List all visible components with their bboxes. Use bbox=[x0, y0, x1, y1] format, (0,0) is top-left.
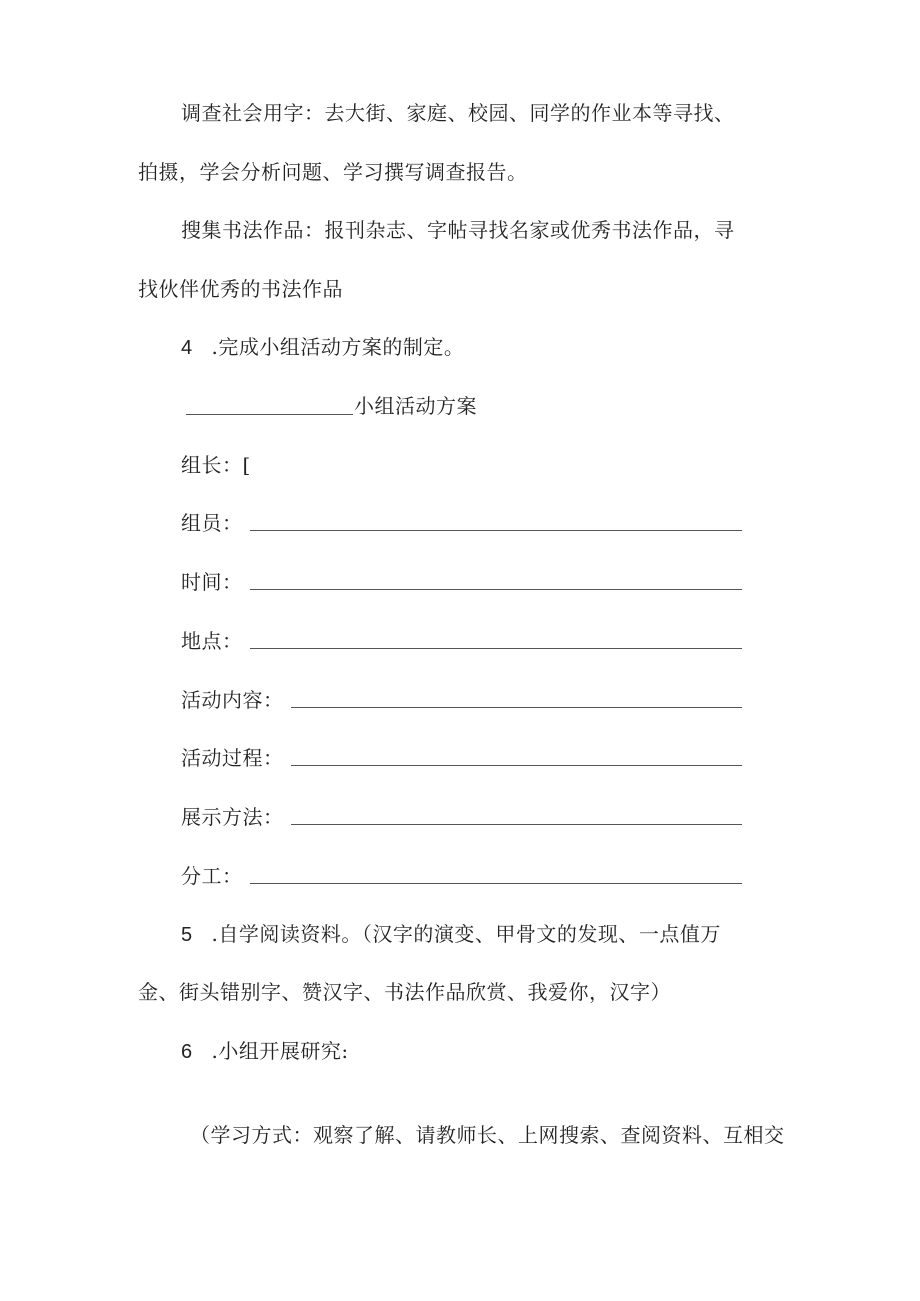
list-item-4-text: .完成小组活动方案的制定。 bbox=[211, 335, 465, 359]
list-item-6-number: 6 bbox=[181, 1041, 193, 1063]
place-blank bbox=[250, 648, 742, 649]
members-blank bbox=[250, 530, 742, 531]
display-blank bbox=[291, 824, 742, 825]
list-item-4 bbox=[181, 333, 464, 362]
time-blank bbox=[250, 589, 742, 590]
display-label: 展示方法： bbox=[181, 805, 284, 829]
list-item-4-number: 4 bbox=[181, 337, 193, 359]
plan-name-blank bbox=[186, 414, 353, 415]
list-item-5-text: .自学阅读资料。（汉字的演变、甲骨文的发现、一点值万 bbox=[211, 922, 721, 946]
list-item-5-line-2: 金、街头错别字、赞汉字、书法作品欣赏、我爱你，汉字） bbox=[138, 980, 671, 1004]
place-label: 地点： bbox=[181, 629, 243, 653]
paragraph-collect-line-1: 搜集书法作品：报刊杂志、字帖寻找名家或优秀书法作品，寻 bbox=[181, 218, 735, 242]
time-label: 时间： bbox=[181, 570, 243, 594]
paragraph-survey-line-1: 调查社会用字：去大街、家庭、校园、同学的作业本等寻找、 bbox=[181, 101, 735, 125]
content-blank bbox=[291, 707, 742, 708]
leader-label: 组长：[ bbox=[181, 453, 251, 477]
plan-title: 小组活动方案 bbox=[354, 394, 477, 418]
process-label: 活动过程： bbox=[181, 746, 284, 770]
paragraph-collect-line-2: 找伙伴优秀的书法作品 bbox=[138, 277, 343, 301]
list-item-5-number: 5 bbox=[181, 924, 193, 946]
content-label: 活动内容： bbox=[181, 688, 284, 712]
list-item-6 bbox=[181, 1037, 349, 1066]
members-label: 组员： bbox=[181, 511, 243, 535]
study-method-line: （学习方式：观察了解、请教师长、上网搜索、查阅资料、互相交 bbox=[190, 1123, 785, 1147]
division-blank bbox=[250, 883, 742, 884]
list-item-5 bbox=[181, 920, 721, 949]
process-blank bbox=[291, 765, 742, 766]
paragraph-survey-line-2: 拍摄，学会分析问题、学习撰写调查报告。 bbox=[138, 160, 528, 184]
list-item-6-text: .小组开展研究: bbox=[211, 1039, 349, 1063]
division-label: 分工： bbox=[181, 864, 243, 888]
